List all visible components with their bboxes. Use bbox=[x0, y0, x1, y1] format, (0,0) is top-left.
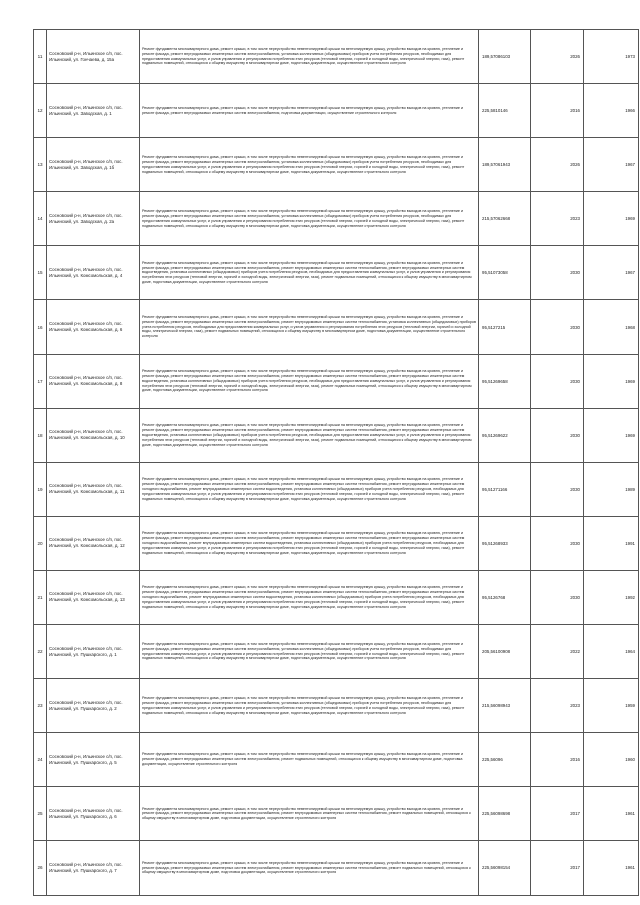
row-number: 13 bbox=[34, 138, 47, 192]
table-row bbox=[34, 787, 639, 841]
works-cell: Ремонт фундамента многоквартирного дома, ремонт крыши, в том числе переустройство невентилируемой крыши на вентилируемую крышу, устройство выходов на кровлю, утепление и ремонт фасада, ремонт внутридомовых инженерных систем электроснабжения, установка коллективных (общедомовых) приборов учета потребления ресурсов, необходимых для предоставления коммунальных услуг, и узлов управления и регулирования потребления этих ресурсов (тепловой энергии, горячей и холодной воды, электрической энергии, газа), ремонт подвальных помещений, относящихся к общему имуществу в многоквартирном доме, подготовка документации, осуществление строительного контроля bbox=[140, 625, 479, 679]
build-year-cell: 1967 bbox=[584, 138, 639, 192]
address-cell: Сосновский р-н, Ильинское с/п, пос. Ильинский, ул. Комсомольская, д. 11 bbox=[47, 462, 140, 516]
table-row bbox=[34, 679, 639, 733]
build-year-cell: 1960 bbox=[584, 733, 639, 787]
row-number: 18 bbox=[34, 408, 47, 462]
address-cell: Сосновский р-н, Ильинское с/п, пос. Ильинский, ул. Пушкарского, д. 1 bbox=[47, 625, 140, 679]
cost-cell: 225,56096 bbox=[479, 733, 531, 787]
cost-cell: 189,57061943 bbox=[479, 138, 531, 192]
works-cell: Ремонт фундамента многоквартирного дома, ремонт крыши, в том числе переустройство невентилируемой крыши на вентилируемую крышу, устройство выходов на кровлю, утепление и ремонт фасада, ремонт внутридомовых инженерных систем электроснабжения, установка коллективных (общедомовых) приборов учета потребления ресурсов, необходимых для предоставления коммунальных услуг, и узлов управления и регулирования потребления этих ресурсов (тепловой энергии, горячей и холодной воды, электрической энергии, газа), ремонт подвальных помещений, относящихся к общему имуществу в многоквартирном доме, подготовка документации, осуществление строительного контроля bbox=[140, 30, 479, 84]
build-year-cell: 1989 bbox=[584, 462, 639, 516]
address-cell: Сосновский р-н, Ильинское с/п, пос. Ильинский, ул. Пушкарского, д. 5 bbox=[47, 733, 140, 787]
cost-cell: 225,5810146 bbox=[479, 84, 531, 138]
table-row bbox=[34, 30, 639, 84]
row-number: 20 bbox=[34, 516, 47, 570]
address-cell: Сосновский р-н, Ильинское с/п, пос. Ильинский, ул. Заводская, д. 2а bbox=[47, 192, 140, 246]
address-cell: Сосновский р-н, Ильинское с/п, пос. Ильинский, ул. Комсомольская, д. 8 bbox=[47, 354, 140, 408]
address-cell: Сосновский р-н, Ильинское с/п, пос. Ильинский, ул. Комсомольская, д. 4 bbox=[47, 246, 140, 300]
build-year-cell: 1967 bbox=[584, 246, 639, 300]
row-number: 24 bbox=[34, 733, 47, 787]
row-number: 14 bbox=[34, 192, 47, 246]
works-cell: Ремонт фундамента многоквартирного дома, ремонт крыши, в том числе переустройство невентилируемой крыши на вентилируемую крышу, устройство выходов на кровлю, утепление и ремонт фасада, ремонт внутридомовых инженерных систем электроснабжения, ремонт внутридомовых инженерных систем теплоснабжения, ремонт внутридомовых инженерных систем водоотведения, установка коллективных (общедомовых) приборов учета потребления ресурсов, необходимых для предоставления коммунальных услуг, и узлов управления и регулирования потребления этих ресурсов (тепловой энергии, горячей и холодной воды, электрической энергии, газа), ремонт подвальных помещений, относящихся к общему имуществу в многоквартирном доме, подготовка документации, осуществление строительного контроля bbox=[140, 246, 479, 300]
cost-cell: 95,51271166 bbox=[479, 462, 531, 516]
table-row bbox=[34, 462, 639, 516]
build-year-cell: 1968 bbox=[584, 300, 639, 354]
repair-year-cell: 2017 bbox=[531, 787, 584, 841]
cost-cell: 95,51073058 bbox=[479, 246, 531, 300]
works-cell: Ремонт фундамента многоквартирного дома, ремонт крыши, в том числе переустройство невентилируемой крыши на вентилируемую крышу, устройство выходов на кровлю, утепление и ремонт фасада, ремонт внутридомовых инженерных систем электроснабжения, ремонт подвальных помещений, относящихся к общему имуществу в многоквартирном доме, подготовка документации, осуществление строительного контроля bbox=[140, 733, 479, 787]
works-cell: Ремонт фундамента многоквартирного дома, ремонт крыши, в том числе переустройство невентилируемой крыши на вентилируемую крышу, устройство выходов на кровлю, утепление и ремонт фасада, ремонт внутридомовых инженерных систем электроснабжения, установка коллективных (общедомовых) приборов учета потребления ресурсов, необходимых для предоставления коммунальных услуг, и узлов управления и регулирования потребления этих ресурсов (тепловой энергии, горячей и холодной воды, электрической энергии, газа), ремонт подвальных помещений, относящихся к общему имуществу в многоквартирном доме, подготовка документации, осуществление строительного контроля bbox=[140, 138, 479, 192]
repair-year-cell: 2030 bbox=[531, 570, 584, 624]
address-cell: Сосновский р-н, Ильинское с/п, пос. Ильинский, ул. Пушкарского, д. 2 bbox=[47, 679, 140, 733]
address-cell: Сосновский р-н, Ильинское с/п, пос. Ильинский, ул. Комсомольская, д. 10 bbox=[47, 408, 140, 462]
table-row bbox=[34, 192, 639, 246]
row-number: 21 bbox=[34, 570, 47, 624]
repair-year-cell: 2023 bbox=[531, 679, 584, 733]
table-row bbox=[34, 516, 639, 570]
address-cell: Сосновский р-н, Ильинское с/п, пос. Ильинский, ул. Гончаева, д. 15а bbox=[47, 30, 140, 84]
repair-year-cell: 2030 bbox=[531, 354, 584, 408]
works-cell: Ремонт фундамента многоквартирного дома, ремонт крыши, в том числе переустройство невентилируемой крыши на вентилируемую крышу, устройство выходов на кровлю, утепление и ремонт фасада, ремонт внутридомовых инженерных систем электроснабжения, ремонт внутридомовых инженерных систем теплоснабжения, ремонт внутридомовых инженерных систем холодного водоснабжения, ремонт внутридомовых инженерных систем водоотведения, установка коллективных (общедомовых) приборов учета потребления ресурсов, необходимых для предоставления коммунальных услуг, и узлов управления и регулирования потребления этих ресурсов (тепловой энергии, горячей и холодной воды, электрической энергии, газа), ремонт подвальных помещений, относящихся к общему имуществу в многоквартирном доме, подготовка документации, осуществление строительного контроля bbox=[140, 570, 479, 624]
table-row bbox=[34, 138, 639, 192]
address-cell: Сосновский р-н, Ильинское с/п, пос. Ильинский, ул. Пушкарского, д. 6 bbox=[47, 787, 140, 841]
table-body bbox=[34, 30, 639, 896]
address-cell: Сосновский р-н, Ильинское с/п, пос. Ильинский, ул. Комсомольская, д. 13 bbox=[47, 570, 140, 624]
build-year-cell: 1992 bbox=[584, 570, 639, 624]
row-number: 23 bbox=[34, 679, 47, 733]
repair-year-cell: 2030 bbox=[531, 246, 584, 300]
cost-cell: 95,51268933 bbox=[479, 516, 531, 570]
repair-year-cell: 2030 bbox=[531, 408, 584, 462]
works-cell: Ремонт фундамента многоквартирного дома, ремонт крыши, в том числе переустройство невентилируемой крыши на вентилируемую крышу, устройство выходов на кровлю, утепление и ремонт фасада, ремонт внутридомовых инженерных систем электроснабжения, ремонт внутридомовых инженерных систем теплоснабжения, ремонт подвальных помещений, относящихся к общему имуществу в многоквартирном доме, подготовка документации, осуществление строительного контроля bbox=[140, 787, 479, 841]
table-row bbox=[34, 841, 639, 895]
build-year-cell: 1991 bbox=[584, 516, 639, 570]
row-number: 11 bbox=[34, 30, 47, 84]
row-number: 26 bbox=[34, 841, 47, 895]
build-year-cell: 1969 bbox=[584, 408, 639, 462]
works-cell: Ремонт фундамента многоквартирного дома, ремонт крыши, в том числе переустройство невентилируемой крыши на вентилируемую крышу, устройство выходов на кровлю, утепление и ремонт фасада, ремонт внутридомовых инженерных систем электроснабжения, установка коллективных (общедомовых) приборов учета потребления ресурсов, необходимых для предоставления коммунальных услуг, и узлов управления и регулирования потребления этих ресурсов (тепловой энергии, горячей и холодной воды, электрической энергии, газа), ремонт подвальных помещений, относящихся к общему имуществу в многоквартирном доме, подготовка документации, осуществление строительного контроля bbox=[140, 192, 479, 246]
address-cell: Сосновский р-н, Ильинское с/п, пос. Ильинский, ул. Пушкарского, д. 7 bbox=[47, 841, 140, 895]
table-row bbox=[34, 300, 639, 354]
row-number: 22 bbox=[34, 625, 47, 679]
repair-year-cell: 2023 bbox=[531, 192, 584, 246]
build-year-cell: 1959 bbox=[584, 679, 639, 733]
address-cell: Сосновский р-н, Ильинское с/п, пос. Ильинский, ул. Заводская, д. 1б bbox=[47, 138, 140, 192]
cost-cell: 95,5127215 bbox=[479, 300, 531, 354]
address-cell: Сосновский р-н, Ильинское с/п, пос. Ильинский, ул. Заводская, д. 1 bbox=[47, 84, 140, 138]
table-row bbox=[34, 246, 639, 300]
repair-year-cell: 2017 bbox=[531, 841, 584, 895]
build-year-cell: 1964 bbox=[584, 625, 639, 679]
repair-year-cell: 2026 bbox=[531, 138, 584, 192]
works-cell: Ремонт фундамента многоквартирного дома, ремонт крыши, в том числе переустройство невентилируемой крыши на вентилируемую крышу, устройство выходов на кровлю, утепление и ремонт фасада, ремонт внутридомовых инженерных систем электроснабжения, подготовка документации, осуществление строительного контроля bbox=[140, 84, 479, 138]
address-cell: Сосновский р-н, Ильинское с/п, пос. Ильинский, ул. Комсомольская, д. 6 bbox=[47, 300, 140, 354]
repair-year-cell: 2030 bbox=[531, 462, 584, 516]
repair-year-cell: 2022 bbox=[531, 625, 584, 679]
cost-cell: 215,56098943 bbox=[479, 679, 531, 733]
cost-cell: 215,57062668 bbox=[479, 192, 531, 246]
row-number: 12 bbox=[34, 84, 47, 138]
row-number: 25 bbox=[34, 787, 47, 841]
build-year-cell: 1973 bbox=[584, 30, 639, 84]
row-number: 19 bbox=[34, 462, 47, 516]
build-year-cell: 1966 bbox=[584, 84, 639, 138]
build-year-cell: 1969 bbox=[584, 192, 639, 246]
cost-cell: 205,56100908 bbox=[479, 625, 531, 679]
table-row bbox=[34, 354, 639, 408]
table-row bbox=[34, 408, 639, 462]
works-cell: Ремонт фундамента многоквартирного дома, ремонт крыши, в том числе переустройство невентилируемой крыши на вентилируемую крышу, устройство выходов на кровлю, утепление и ремонт фасада, ремонт внутридомовых инженерных систем электроснабжения, ремонт внутридомовых инженерных систем теплоснабжения, ремонт внутридомовых инженерных систем холодного водоснабжения, ремонт внутридомовых инженерных систем водоотведения, установка коллективных (общедомовых) приборов учета потребления ресурсов, необходимых для предоставления коммунальных услуг, и узлов управления и регулирования потребления этих ресурсов (тепловой энергии, горячей и холодной воды, электрической энергии, газа), ремонт подвальных помещений, относящихся к общему имуществу в многоквартирном доме, подготовка документации, осуществление строительного контроля bbox=[140, 462, 479, 516]
works-cell: Ремонт фундамента многоквартирного дома, ремонт крыши, в том числе переустройство невентилируемой крыши на вентилируемую крышу, устройство выходов на кровлю, утепление и ремонт фасада, ремонт внутридомовых инженерных систем электроснабжения, ремонт внутридомовых инженерных систем теплоснабжения, ремонт внутридомовых инженерных систем холодного водоснабжения, ремонт внутридомовых инженерных систем водоотведения, установка коллективных (общедомовых) приборов учета потребления ресурсов, необходимых для предоставления коммунальных услуг, и узлов управления и регулирования потребления этих ресурсов (тепловой энергии, горячей и холодной воды, электрической энергии, газа), ремонт подвальных помещений, относящихся к общему имуществу в многоквартирном доме, подготовка документации, осуществление строительного контроля bbox=[140, 516, 479, 570]
build-year-cell: 1969 bbox=[584, 354, 639, 408]
repair-year-cell: 2030 bbox=[531, 516, 584, 570]
build-year-cell: 1961 bbox=[584, 841, 639, 895]
document-sheet bbox=[33, 29, 635, 896]
build-year-cell: 1961 bbox=[584, 787, 639, 841]
works-cell: Ремонт фундамента многоквартирного дома, ремонт крыши, в том числе переустройство невентилируемой крыши на вентилируемую крышу, устройство выходов на кровлю, утепление и ремонт фасада, ремонт внутридомовых инженерных систем электроснабжения, ремонт внутридомовых инженерных систем теплоснабжения, ремонт подвальных помещений, относящихся к общему имуществу в многоквартирном доме, подготовка документации, осуществление строительного контроля bbox=[140, 841, 479, 895]
repair-year-cell: 2016 bbox=[531, 84, 584, 138]
cost-cell: 95,51269658 bbox=[479, 354, 531, 408]
table-row bbox=[34, 733, 639, 787]
works-cell: Ремонт фундамента многоквартирного дома, ремонт крыши, в том числе переустройство невентилируемой крыши на вентилируемую крышу, устройство выходов на кровлю, утепление и ремонт фасада, ремонт внутридомовых инженерных систем электроснабжения, ремонт внутридомовых инженерных систем теплоснабжения, ремонт внутридомовых инженерных систем водоотведения, установка коллективных (общедомовых) приборов учета потребления ресурсов, необходимых для предоставления коммунальных услуг, и узлов управления и регулирования потребления этих ресурсов (тепловой энергии, горячей и холодной воды, электрической энергии, газа), ремонт подвальных помещений, относящихся к общему имуществу в многоквартирном доме, подготовка документации, осуществление строительного контроля bbox=[140, 354, 479, 408]
table-row bbox=[34, 84, 639, 138]
table-row bbox=[34, 625, 639, 679]
cost-cell: 95,51269622 bbox=[479, 408, 531, 462]
address-cell: Сосновский р-н, Ильинское с/п, пос. Ильинский, ул. Комсомольская, д. 12 bbox=[47, 516, 140, 570]
cost-cell: 225,56098698 bbox=[479, 787, 531, 841]
repair-program-table bbox=[33, 29, 639, 896]
works-cell: Ремонт фундамента многоквартирного дома, ремонт крыши, в том числе переустройство невентилируемой крыши на вентилируемую крышу, устройство выходов на кровлю, утепление и ремонт фасада, ремонт внутридомовых инженерных систем электроснабжения, ремонт внутридомовых инженерных систем теплоснабжения, ремонт внутридомовых инженерных систем водоотведения, установка коллективных (общедомовых) приборов учета потребления ресурсов, необходимых для предоставления коммунальных услуг, и узлов управления и регулирования потребления этих ресурсов (тепловой энергии, горячей и холодной воды, электрической энергии, газа), ремонт подвальных помещений, относящихся к общему имуществу в многоквартирном доме, подготовка документации, осуществление строительного контроля bbox=[140, 408, 479, 462]
cost-cell: 189,57086103 bbox=[479, 30, 531, 84]
repair-year-cell: 2030 bbox=[531, 300, 584, 354]
repair-year-cell: 2016 bbox=[531, 733, 584, 787]
cost-cell: 225,56098154 bbox=[479, 841, 531, 895]
row-number: 15 bbox=[34, 246, 47, 300]
row-number: 17 bbox=[34, 354, 47, 408]
repair-year-cell: 2026 bbox=[531, 30, 584, 84]
works-cell: Ремонт фундамента многоквартирного дома, ремонт крыши, в том числе переустройство невентилируемой крыши на вентилируемую крышу, устройство выходов на кровлю, утепление и ремонт фасада, ремонт внутридомовых инженерных систем электроснабжения, установка коллективных (общедомовых) приборов учета потребления ресурсов, необходимых для предоставления коммунальных услуг, и узлов управления и регулирования потребления этих ресурсов (тепловой энергии, горячей и холодной воды, электрической энергии, газа), ремонт подвальных помещений, относящихся к общему имуществу в многоквартирном доме, подготовка документации, осуществление строительного контроля bbox=[140, 679, 479, 733]
row-number: 16 bbox=[34, 300, 47, 354]
works-cell: Ремонт фундамента многоквартирного дома, ремонт крыши, в том числе переустройство невентилируемой крыши на вентилируемую крышу, устройство выходов на кровлю, утепление и ремонт фасада, ремонт внутридомовых инженерных систем электроснабжения, ремонт внутридомовых инженерных систем теплоснабжения, установка коллективных (общедомовых) приборов учета потребления ресурсов, необходимых для предоставления коммунальных услуг, и узлов управления и регулирования потребления этих ресурсов (тепловой энергии, горячей и холодной воды, электрической энергии, газа), ремонт подвальных помещений, относящихся к общему имуществу в многоквартирном доме, подготовка документации, осуществление строительного контроля bbox=[140, 300, 479, 354]
cost-cell: 95,5126768 bbox=[479, 570, 531, 624]
table-row bbox=[34, 570, 639, 624]
